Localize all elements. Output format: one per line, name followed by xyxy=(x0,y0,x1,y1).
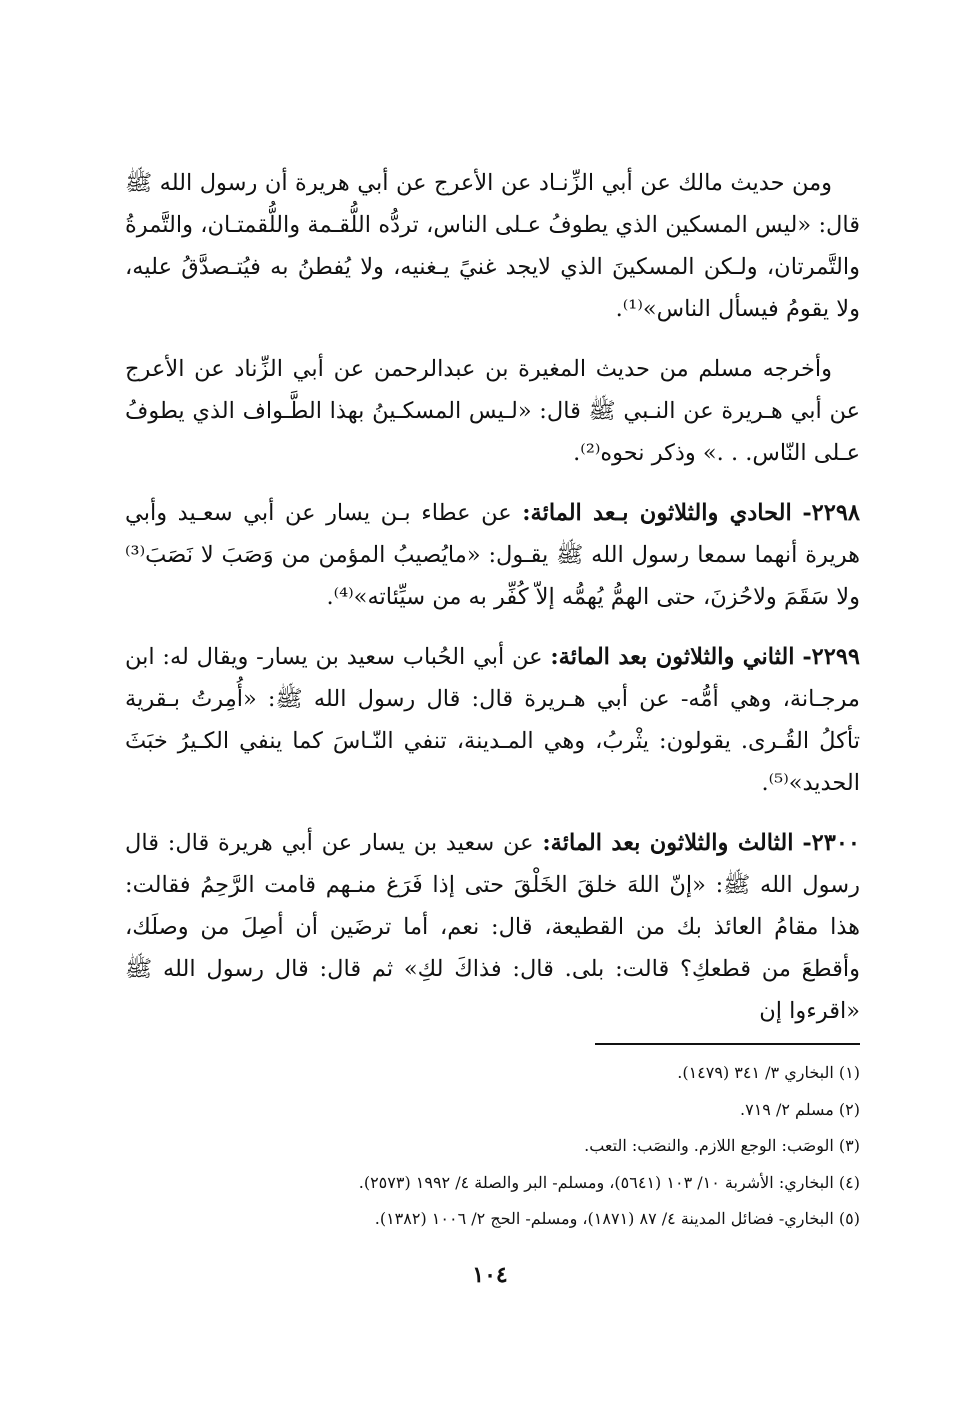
page-number: ١٠٤ xyxy=(472,1262,508,1288)
paragraph-muslim-hadith: وأخرجه مسلم من حديث المغيرة بن عبدالرحمن عن أبي الزِّناد عن الأعرج عن أبي هـريرة عن النـبي ﷺ قال: «لـيس المسكـينُ بهذا الطَّـواف الذي يطوفُ عـلى النّاس. . .» وذكر نحوه⁽²⁾. xyxy=(125,356,860,466)
hadith-number: ٢٢٩٩- xyxy=(802,644,860,670)
hadith-heading: الثالث والثلاثون بعد المائة: xyxy=(542,830,794,856)
paragraph-malik-hadith: ومن حديث مالك عن أبي الزِّنـاد عن الأعرج عن أبي هريرة أن رسول الله ﷺ قال: «ليس المسكين الذي يطوفُ عـلى الناس، تردُّه اللُّقـمة واللُّقمتـان، والتَّمرةُ والتَّمرتان، ولـكن المسكينَ الذي لايجد غنيً يـغنيه، ولا يُفطنُ به فيُتـصدَّقُ عليه، ولا يقومُ فيسأل الناس»⁽¹⁾. xyxy=(125,170,860,322)
footnotes xyxy=(125,1055,860,1238)
hadith-text: عن سعيد بن يسار عن أبي هريرة قال: قال رسول الله ﷺ: «إنّ اللهَ خلقَ الخَلْقَ حتى إذا فَرَغ منـهم قامت الرَّحِمُ فقالت: هذا مقامُ العائذ بك من القطيعة، قال: نعم، أما ترضَين أن أصِلَ من وصلَك، وأقطعَ من قطعكِ؟ قالت: بلى. قال: فذاكَ لكِ» ثم قال: قال رسول الله ﷺ «اقرءوا إن xyxy=(125,830,860,1024)
hadith-number: ٢٢٩٨- xyxy=(802,500,860,526)
footnote-4: (٤) البخاري: الأشربة ١٠/ ١٠٣ (٥٦٤١)، ومسلم- البر والصلة ٤/ ١٩٩٢ (٢٥٧٣). xyxy=(358,1172,860,1192)
footnote-1: (١) البخاري ٣/ ٣٤١ (١٤٧٩). xyxy=(677,1063,860,1082)
hadith-heading: الحادي والثلاثون بـعد المائة: xyxy=(522,500,792,526)
footnote-3: (٣) الوصَب: الوجع اللازم. والنصَب: التعب. xyxy=(584,1136,860,1155)
footnote-5: (٥) البخاري- فضائل المدينة ٤/ ٨٧ (١٨٧١)، ومسلم- الحج ٢/ ١٠٠٦ (١٣٨٢). xyxy=(374,1209,860,1228)
footnote-2: (٢) مسلم ٢/ ٧١٩. xyxy=(740,1099,860,1119)
hadith-2298 xyxy=(125,492,860,618)
footnote-divider xyxy=(595,1043,860,1045)
hadith-2299 xyxy=(125,636,860,804)
hadith-number: ٢٣٠٠- xyxy=(802,830,861,856)
main-text xyxy=(125,162,860,1050)
hadith-2300 xyxy=(125,822,860,1032)
hadith-text: عن عطاء بـن يسار عن أبي سعـيد وأبي هريرة أنهما سمعا رسول الله ﷺ يقـول: «مايُصيبُ المؤمن من وَصَبَ لا نَصَبَ⁽³⁾ ولا سَقَمَ ولاحُزنَ، حتى الهمُّ يُهمُّه إلاّ كُفِّر به من سيِّئاته»⁽⁴⁾. xyxy=(125,500,860,610)
hadith-text: عن أبي الحُباب سعيد بن يسار- ويقال له: ابن مرجـانة، وهي أمُّه- عن أبي هـريرة قال: قال رسول الله ﷺ: «أُمِرتُ بـقرية تأكلُ القُـرى. يقولون: يثْربُ، وهي المـدينة، تنفي النّـاسَ كما ينفي الكـيرُ خبَثَ الحديد»⁽⁵⁾. xyxy=(125,644,860,796)
hadith-heading: الثاني والثلاثون بعد المائة: xyxy=(550,644,795,670)
